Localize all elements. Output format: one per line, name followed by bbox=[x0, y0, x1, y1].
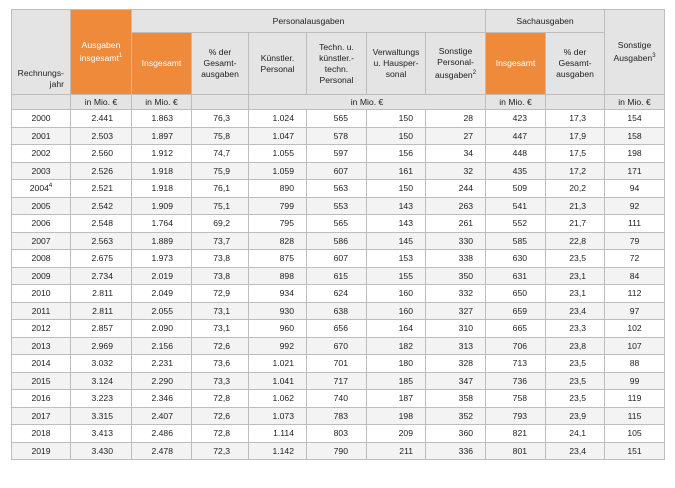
other-personnel-header: Sonstige Personal- ausgaben$^2$ bbox=[426, 33, 486, 95]
techn-cell: 790 bbox=[307, 442, 367, 460]
year-cell: 2010 bbox=[12, 285, 71, 303]
table-row bbox=[12, 372, 665, 390]
total-cell: 2.441 bbox=[71, 110, 132, 128]
table-row bbox=[12, 127, 665, 145]
p-total-cell: 2.346 bbox=[132, 390, 192, 408]
kuenstler-cell: 1.024 bbox=[249, 110, 307, 128]
sonst-cell: 32 bbox=[426, 162, 486, 180]
s-pct-cell: 24,1 bbox=[546, 425, 605, 443]
other-cell: 198 bbox=[605, 145, 665, 163]
p-total-cell: 2.156 bbox=[132, 337, 192, 355]
sonst-cell: 27 bbox=[426, 127, 486, 145]
p-pct-cell: 73,6 bbox=[192, 355, 249, 373]
verw-cell: 185 bbox=[367, 372, 426, 390]
p-pct-cell: 69,2 bbox=[192, 215, 249, 233]
expenditure-table bbox=[11, 9, 665, 460]
table-row bbox=[12, 355, 665, 373]
other-cell: 151 bbox=[605, 442, 665, 460]
verw-cell: 161 bbox=[367, 162, 426, 180]
table-row bbox=[12, 267, 665, 285]
year-cell: 2012 bbox=[12, 320, 71, 338]
sonst-cell: 336 bbox=[426, 442, 486, 460]
table-container bbox=[11, 9, 664, 460]
techn-cell: 670 bbox=[307, 337, 367, 355]
p-total-cell: 2.478 bbox=[132, 442, 192, 460]
p-total-cell: 1.889 bbox=[132, 232, 192, 250]
p-pct-cell: 74,7 bbox=[192, 145, 249, 163]
kuenstler-cell: 799 bbox=[249, 197, 307, 215]
verw-cell: 209 bbox=[367, 425, 426, 443]
s-pct-cell: 23,4 bbox=[546, 442, 605, 460]
verw-cell: 145 bbox=[367, 232, 426, 250]
s-total-cell: 706 bbox=[486, 337, 546, 355]
other-cell: 94 bbox=[605, 180, 665, 198]
total-cell: 2.503 bbox=[71, 127, 132, 145]
verw-cell: 182 bbox=[367, 337, 426, 355]
s-pct-cell: 23,5 bbox=[546, 250, 605, 268]
verw-cell: 150 bbox=[367, 180, 426, 198]
s-pct-cell: 23,1 bbox=[546, 285, 605, 303]
sonst-cell: 244 bbox=[426, 180, 486, 198]
techn-cell: 740 bbox=[307, 390, 367, 408]
sonst-cell: 330 bbox=[426, 232, 486, 250]
s-pct-cell: 21,7 bbox=[546, 215, 605, 233]
personnel-expenses-group-header: Personalausgaben bbox=[132, 10, 486, 33]
total-cell: 2.526 bbox=[71, 162, 132, 180]
year-cell: 2014 bbox=[12, 355, 71, 373]
s-pct-cell: 21,3 bbox=[546, 197, 605, 215]
p-total-cell: 1.863 bbox=[132, 110, 192, 128]
p-pct-cell: 72,3 bbox=[192, 442, 249, 460]
techn-cell: 607 bbox=[307, 250, 367, 268]
s-pct-cell: 23,3 bbox=[546, 320, 605, 338]
technical-staff-header: Techn. u. künstler.- techn. Personal bbox=[307, 33, 367, 95]
year-cell: 2018 bbox=[12, 425, 71, 443]
year-cell: 2008 bbox=[12, 250, 71, 268]
techn-cell: 701 bbox=[307, 355, 367, 373]
verw-cell: 211 bbox=[367, 442, 426, 460]
other-cell: 119 bbox=[605, 390, 665, 408]
year-unit-cell bbox=[12, 95, 71, 110]
kuenstler-cell: 960 bbox=[249, 320, 307, 338]
material-total-unit-label: in Mio. € bbox=[486, 95, 546, 110]
total-cell: 2.675 bbox=[71, 250, 132, 268]
other-expenses-header: Sonstige Ausgaben$^3$ bbox=[605, 10, 665, 95]
s-pct-cell: 23,8 bbox=[546, 337, 605, 355]
p-pct-cell: 73,7 bbox=[192, 232, 249, 250]
p-total-cell: 1.897 bbox=[132, 127, 192, 145]
footnote-marker: 4 bbox=[48, 183, 53, 190]
total-cell: 2.548 bbox=[71, 215, 132, 233]
sonst-cell: 327 bbox=[426, 302, 486, 320]
sonst-cell: 338 bbox=[426, 250, 486, 268]
sonst-cell: 261 bbox=[426, 215, 486, 233]
verw-cell: 187 bbox=[367, 390, 426, 408]
s-total-cell: 435 bbox=[486, 162, 546, 180]
sonst-cell: 358 bbox=[426, 390, 486, 408]
year-header: Rechnungs- jahr bbox=[12, 10, 71, 95]
s-total-cell: 801 bbox=[486, 442, 546, 460]
personnel-detail-unit-label: in Mio. € bbox=[249, 95, 486, 110]
p-pct-cell: 73,8 bbox=[192, 250, 249, 268]
s-total-cell: 758 bbox=[486, 390, 546, 408]
year-cell: 2019 bbox=[12, 442, 71, 460]
sonst-cell: 28 bbox=[426, 110, 486, 128]
verw-cell: 150 bbox=[367, 127, 426, 145]
other-cell: 102 bbox=[605, 320, 665, 338]
year-cell: 2005 bbox=[12, 197, 71, 215]
total-cell: 2.857 bbox=[71, 320, 132, 338]
kuenstler-cell: 875 bbox=[249, 250, 307, 268]
techn-cell: 783 bbox=[307, 407, 367, 425]
techn-cell: 586 bbox=[307, 232, 367, 250]
techn-cell: 607 bbox=[307, 162, 367, 180]
total-unit-label: in Mio. € bbox=[71, 95, 132, 110]
s-pct-cell: 17,9 bbox=[546, 127, 605, 145]
p-pct-cell: 75,9 bbox=[192, 162, 249, 180]
techn-cell: 563 bbox=[307, 180, 367, 198]
s-total-cell: 585 bbox=[486, 232, 546, 250]
s-total-cell: 541 bbox=[486, 197, 546, 215]
material-percent-unit-cell bbox=[546, 95, 605, 110]
material-total-header: Insgesamt bbox=[486, 33, 546, 95]
s-pct-cell: 23,5 bbox=[546, 390, 605, 408]
year-cell: 2011 bbox=[12, 302, 71, 320]
year-cell: 2000 bbox=[12, 110, 71, 128]
p-total-cell: 2.019 bbox=[132, 267, 192, 285]
other-cell: 154 bbox=[605, 110, 665, 128]
techn-cell: 638 bbox=[307, 302, 367, 320]
p-pct-cell: 73,1 bbox=[192, 320, 249, 338]
total-cell: 3.032 bbox=[71, 355, 132, 373]
other-cell: 99 bbox=[605, 372, 665, 390]
s-total-cell: 509 bbox=[486, 180, 546, 198]
s-total-cell: 821 bbox=[486, 425, 546, 443]
table-row bbox=[12, 162, 665, 180]
material-percent-header: % der Gesamt- ausgaben bbox=[546, 33, 605, 95]
verw-cell: 160 bbox=[367, 285, 426, 303]
p-total-cell: 1.764 bbox=[132, 215, 192, 233]
techn-cell: 717 bbox=[307, 372, 367, 390]
kuenstler-cell: 934 bbox=[249, 285, 307, 303]
total-cell: 2.521 bbox=[71, 180, 132, 198]
kuenstler-cell: 1.062 bbox=[249, 390, 307, 408]
techn-cell: 656 bbox=[307, 320, 367, 338]
p-pct-cell: 76,3 bbox=[192, 110, 249, 128]
techn-cell: 565 bbox=[307, 215, 367, 233]
table-row bbox=[12, 180, 665, 198]
p-pct-cell: 72,8 bbox=[192, 425, 249, 443]
total-cell: 2.811 bbox=[71, 285, 132, 303]
personnel-percent-header: % der Gesamt- ausgaben bbox=[192, 33, 249, 95]
p-total-cell: 2.407 bbox=[132, 407, 192, 425]
techn-cell: 597 bbox=[307, 145, 367, 163]
s-total-cell: 552 bbox=[486, 215, 546, 233]
year-cell: 2002 bbox=[12, 145, 71, 163]
total-cell: 3.124 bbox=[71, 372, 132, 390]
s-total-cell: 447 bbox=[486, 127, 546, 145]
s-pct-cell: 23,9 bbox=[546, 407, 605, 425]
year-cell: 2001 bbox=[12, 127, 71, 145]
other-cell: 84 bbox=[605, 267, 665, 285]
verw-cell: 150 bbox=[367, 110, 426, 128]
s-pct-cell: 17,3 bbox=[546, 110, 605, 128]
table-row bbox=[12, 442, 665, 460]
other-cell: 115 bbox=[605, 407, 665, 425]
total-cell: 2.542 bbox=[71, 197, 132, 215]
s-total-cell: 736 bbox=[486, 372, 546, 390]
year-cell: 2017 bbox=[12, 407, 71, 425]
total-cell: 3.315 bbox=[71, 407, 132, 425]
material-expenses-group-header: Sachausgaben bbox=[486, 10, 605, 33]
p-total-cell: 2.231 bbox=[132, 355, 192, 373]
total-expenses-header: Ausgaben insgesamt$^1$ bbox=[71, 10, 132, 95]
personnel-total-header: Insgesamt bbox=[132, 33, 192, 95]
s-total-cell: 448 bbox=[486, 145, 546, 163]
table-row bbox=[12, 197, 665, 215]
total-cell: 2.734 bbox=[71, 267, 132, 285]
p-total-cell: 1.918 bbox=[132, 162, 192, 180]
verw-cell: 143 bbox=[367, 197, 426, 215]
other-cell: 171 bbox=[605, 162, 665, 180]
techn-cell: 553 bbox=[307, 197, 367, 215]
s-pct-cell: 23,5 bbox=[546, 355, 605, 373]
table-row bbox=[12, 337, 665, 355]
sonst-cell: 263 bbox=[426, 197, 486, 215]
year-cell: 2009 bbox=[12, 267, 71, 285]
personnel-total-unit-label: in Mio. € bbox=[132, 95, 192, 110]
other-cell: 105 bbox=[605, 425, 665, 443]
table-row bbox=[12, 407, 665, 425]
year-cell: 2007 bbox=[12, 232, 71, 250]
table-row bbox=[12, 145, 665, 163]
table-row bbox=[12, 302, 665, 320]
kuenstler-cell: 992 bbox=[249, 337, 307, 355]
year-cell: 2015 bbox=[12, 372, 71, 390]
p-total-cell: 1.918 bbox=[132, 180, 192, 198]
s-total-cell: 659 bbox=[486, 302, 546, 320]
s-total-cell: 650 bbox=[486, 285, 546, 303]
other-cell: 111 bbox=[605, 215, 665, 233]
p-pct-cell: 72,8 bbox=[192, 390, 249, 408]
other-cell: 97 bbox=[605, 302, 665, 320]
p-pct-cell: 73,3 bbox=[192, 372, 249, 390]
kuenstler-cell: 1.055 bbox=[249, 145, 307, 163]
table-row bbox=[12, 390, 665, 408]
p-total-cell: 2.486 bbox=[132, 425, 192, 443]
p-total-cell: 2.049 bbox=[132, 285, 192, 303]
table-row bbox=[12, 232, 665, 250]
other-cell: 88 bbox=[605, 355, 665, 373]
p-pct-cell: 73,8 bbox=[192, 267, 249, 285]
table-row bbox=[12, 250, 665, 268]
total-cell: 2.560 bbox=[71, 145, 132, 163]
other-unit-label: in Mio. € bbox=[605, 95, 665, 110]
techn-cell: 578 bbox=[307, 127, 367, 145]
personnel-percent-unit-cell bbox=[192, 95, 249, 110]
total-cell: 3.223 bbox=[71, 390, 132, 408]
year-cell: 2016 bbox=[12, 390, 71, 408]
total-cell: 2.811 bbox=[71, 302, 132, 320]
kuenstler-cell: 898 bbox=[249, 267, 307, 285]
s-total-cell: 630 bbox=[486, 250, 546, 268]
s-pct-cell: 17,2 bbox=[546, 162, 605, 180]
table-row bbox=[12, 285, 665, 303]
kuenstler-cell: 1.073 bbox=[249, 407, 307, 425]
other-cell: 158 bbox=[605, 127, 665, 145]
artistic-staff-header: Künstler. Personal bbox=[249, 33, 307, 95]
kuenstler-cell: 930 bbox=[249, 302, 307, 320]
sonst-cell: 332 bbox=[426, 285, 486, 303]
p-pct-cell: 75,1 bbox=[192, 197, 249, 215]
s-total-cell: 793 bbox=[486, 407, 546, 425]
table-row bbox=[12, 215, 665, 233]
s-pct-cell: 23,1 bbox=[546, 267, 605, 285]
year-cell: 2004$^4$ bbox=[12, 180, 71, 198]
total-cell: 3.413 bbox=[71, 425, 132, 443]
verw-cell: 155 bbox=[367, 267, 426, 285]
p-pct-cell: 75,8 bbox=[192, 127, 249, 145]
verw-cell: 160 bbox=[367, 302, 426, 320]
other-cell: 112 bbox=[605, 285, 665, 303]
techn-cell: 565 bbox=[307, 110, 367, 128]
total-cell: 2.563 bbox=[71, 232, 132, 250]
table-row bbox=[12, 320, 665, 338]
kuenstler-cell: 890 bbox=[249, 180, 307, 198]
other-cell: 79 bbox=[605, 232, 665, 250]
sonst-cell: 350 bbox=[426, 267, 486, 285]
sonst-cell: 347 bbox=[426, 372, 486, 390]
sonst-cell: 360 bbox=[426, 425, 486, 443]
year-cell: 2006 bbox=[12, 215, 71, 233]
table-row bbox=[12, 110, 665, 128]
s-total-cell: 423 bbox=[486, 110, 546, 128]
kuenstler-cell: 1.021 bbox=[249, 355, 307, 373]
s-pct-cell: 17,5 bbox=[546, 145, 605, 163]
p-pct-cell: 72,6 bbox=[192, 407, 249, 425]
p-pct-cell: 73,1 bbox=[192, 302, 249, 320]
p-pct-cell: 76,1 bbox=[192, 180, 249, 198]
p-total-cell: 2.290 bbox=[132, 372, 192, 390]
p-total-cell: 1.909 bbox=[132, 197, 192, 215]
kuenstler-cell: 795 bbox=[249, 215, 307, 233]
admin-staff-header: Verwaltungs u. Hausper- sonal bbox=[367, 33, 426, 95]
s-pct-cell: 22,8 bbox=[546, 232, 605, 250]
p-pct-cell: 72,9 bbox=[192, 285, 249, 303]
other-cell: 72 bbox=[605, 250, 665, 268]
verw-cell: 143 bbox=[367, 215, 426, 233]
table-row bbox=[12, 425, 665, 443]
s-total-cell: 665 bbox=[486, 320, 546, 338]
sonst-cell: 328 bbox=[426, 355, 486, 373]
total-cell: 2.969 bbox=[71, 337, 132, 355]
year-cell: 2013 bbox=[12, 337, 71, 355]
total-cell: 3.430 bbox=[71, 442, 132, 460]
kuenstler-cell: 1.059 bbox=[249, 162, 307, 180]
kuenstler-cell: 1.114 bbox=[249, 425, 307, 443]
s-total-cell: 631 bbox=[486, 267, 546, 285]
s-total-cell: 713 bbox=[486, 355, 546, 373]
other-cell: 92 bbox=[605, 197, 665, 215]
p-total-cell: 2.055 bbox=[132, 302, 192, 320]
s-pct-cell: 23,4 bbox=[546, 302, 605, 320]
p-total-cell: 2.090 bbox=[132, 320, 192, 338]
kuenstler-cell: 1.041 bbox=[249, 372, 307, 390]
techn-cell: 624 bbox=[307, 285, 367, 303]
kuenstler-cell: 1.142 bbox=[249, 442, 307, 460]
techn-cell: 803 bbox=[307, 425, 367, 443]
kuenstler-cell: 1.047 bbox=[249, 127, 307, 145]
sonst-cell: 34 bbox=[426, 145, 486, 163]
verw-cell: 153 bbox=[367, 250, 426, 268]
other-cell: 107 bbox=[605, 337, 665, 355]
techn-cell: 615 bbox=[307, 267, 367, 285]
verw-cell: 156 bbox=[367, 145, 426, 163]
p-total-cell: 1.973 bbox=[132, 250, 192, 268]
sonst-cell: 313 bbox=[426, 337, 486, 355]
kuenstler-cell: 828 bbox=[249, 232, 307, 250]
year-cell: 2003 bbox=[12, 162, 71, 180]
s-pct-cell: 20,2 bbox=[546, 180, 605, 198]
sonst-cell: 310 bbox=[426, 320, 486, 338]
p-total-cell: 1.912 bbox=[132, 145, 192, 163]
verw-cell: 198 bbox=[367, 407, 426, 425]
verw-cell: 164 bbox=[367, 320, 426, 338]
verw-cell: 180 bbox=[367, 355, 426, 373]
p-pct-cell: 72,6 bbox=[192, 337, 249, 355]
s-pct-cell: 23,5 bbox=[546, 372, 605, 390]
sonst-cell: 352 bbox=[426, 407, 486, 425]
